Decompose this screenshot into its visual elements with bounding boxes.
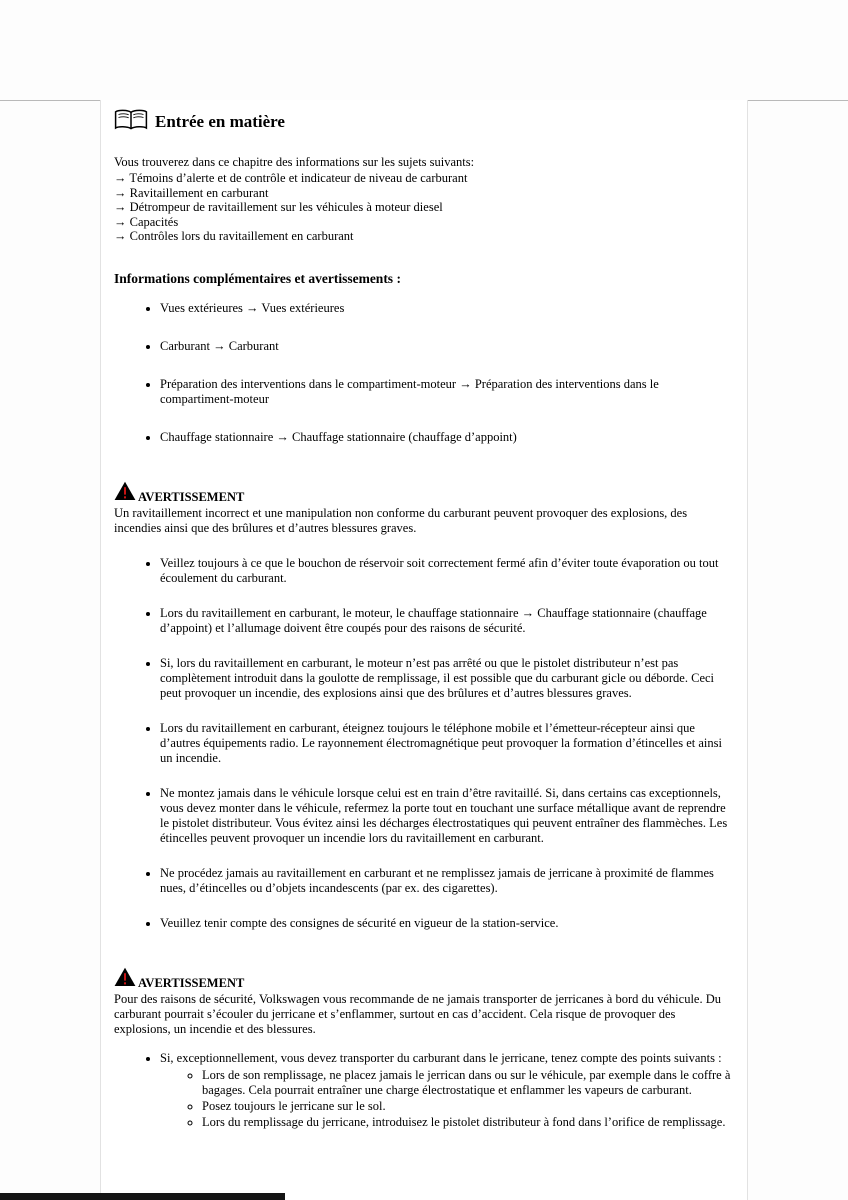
document-page [100,100,748,1200]
toc-link[interactable]: → Détrompeur de ravitaillement sur les véhicules à moteur diesel [114,200,443,214]
toc-list [114,171,733,244]
intro-text: Vous trouverez dans ce chapitre des informations sur les sujets suivants: [114,155,475,169]
warning-sub-item: ◦ Lors du remplissage du jerricane, introduisez le pistolet distributeur à fond dans l’orifice de remplissage. [202,1115,733,1130]
warning-header [114,481,733,505]
warning-item: • Ne montez jamais dans le véhicule lorsque celui est en train d’être ravitaillé. Si, dans certains cas exceptionnels, vous devez monter dans le véhicule, refermez la porte tout en touchant une surface métallique avant de reprendre le pistolet distributeur. Vous évitez ainsi les décharges électrostatiques qui peuvent entraîner des flammèches. Les étincelles peuvent provoquer un incendie lors du ravitaillement en carburant. [160,786,733,846]
warning-item: • Lors du ravitaillement en carburant, éteignez toujours le téléphone mobile et l’émetteur-récepteur ainsi que d’autres équipements radio. Le rayonnement électromagnétique peut provoquer la formation d’étincelles et ainsi un incendie. [160,721,733,766]
chapter-title: Entrée en matière [155,111,285,131]
warning-lead: Un ravitaillement incorrect et une manipulation non conforme du carburant peuvent provoquer des explosions, des incendies ainsi que des brûlures et d’autres blessures graves. [114,505,688,535]
warning-triangle-icon [114,481,136,505]
warning-bullet-list [114,556,733,931]
warning-sub-list [160,1068,733,1130]
warning-section-1 [114,481,733,931]
info-link[interactable]: • Préparation des interventions dans le compartiment-moteur → Préparation des interventions dans le compartiment-moteur [160,377,733,407]
warning-triangle-icon [114,967,136,991]
toc-link[interactable]: → Ravitaillement en carburant [114,185,269,200]
warning-item: • Veuillez tenir compte des consignes de sécurité en vigueur de la station-service. [160,916,733,931]
info-link[interactable]: • Carburant → Carburant [160,339,733,354]
warning-sub-item: ◦ Posez toujours le jerricane sur le sol. [202,1099,733,1114]
info-links-list [114,301,733,445]
warning-item: • Lors du ravitaillement en carburant, le moteur, le chauffage stationnaire → Chauffage stationnaire (chauffage d’appoint) et l’allumage doivent être coupés pour des raisons de sécurité. [160,606,733,636]
warning-item [160,1051,733,1130]
info-heading: Informations complémentaires et avertissements : [114,270,401,286]
toc-link[interactable]: → Témoins d’alerte et de contrôle et indicateur de niveau de carburant [114,171,468,185]
warning-item: • Ne procédez jamais au ravitaillement en carburant et ne remplissez jamais de jerricane à proximité de flammes nues, d’étincelles ou d’objets incandescents (par ex. des cigarettes). [160,866,733,896]
open-book-icon [114,109,148,135]
toc-link[interactable]: → Capacités [114,214,179,229]
warning-lead: Pour des raisons de sécurité, Volkswagen vous recommande de ne jamais transporter de jerricanes à bord du véhicule. Du carburant pourrait s’écouler du jerricane et s’enflammer, surtout en cas d’accident. Cela risque de provoquer des explosions, un incendie et des blessures. [114,991,721,1036]
info-link[interactable]: • Vues extérieures → Vues extérieures [160,301,733,316]
toc-link[interactable]: → Contrôles lors du ravitaillement en carburant [114,229,354,243]
chapter-header [114,109,733,135]
warning-item: • Veillez toujours à ce que le bouchon de réservoir soit correctement fermé afin d’éviter toute évaporation ou tout écoulement du carburant. [160,556,733,586]
warning-label: AVERTISSEMENT [138,489,245,504]
warning-bullet-list [114,1051,733,1130]
warning-item-text: Si, exceptionnellement, vous devez transporter du carburant dans le jerricane, tenez compte des points suivants : [160,1050,722,1065]
bottom-bar [0,1193,285,1200]
warning-item: • Si, lors du ravitaillement en carburant, le moteur n’est pas arrêté ou que le pistolet distributeur n’est pas complètement introduit dans la goulotte de remplissage, il est possible que du carburant gicle ou déborde. Ceci peut provoquer un incendie, des explosions ainsi que des brûlures et d’autres blessures graves. [160,656,733,701]
warning-header [114,967,733,991]
warning-section-2 [114,967,733,1130]
warning-label: AVERTISSEMENT [138,975,245,990]
warning-sub-item: ◦ Lors de son remplissage, ne placez jamais le jerrican dans ou sur le véhicule, par exemple dans le coffre à bagages. Cela pourrait entraîner une charge électrostatique et enflammer les vapeurs de carburant. [202,1068,733,1098]
info-link[interactable]: • Chauffage stationnaire → Chauffage stationnaire (chauffage d’appoint) [160,430,733,445]
